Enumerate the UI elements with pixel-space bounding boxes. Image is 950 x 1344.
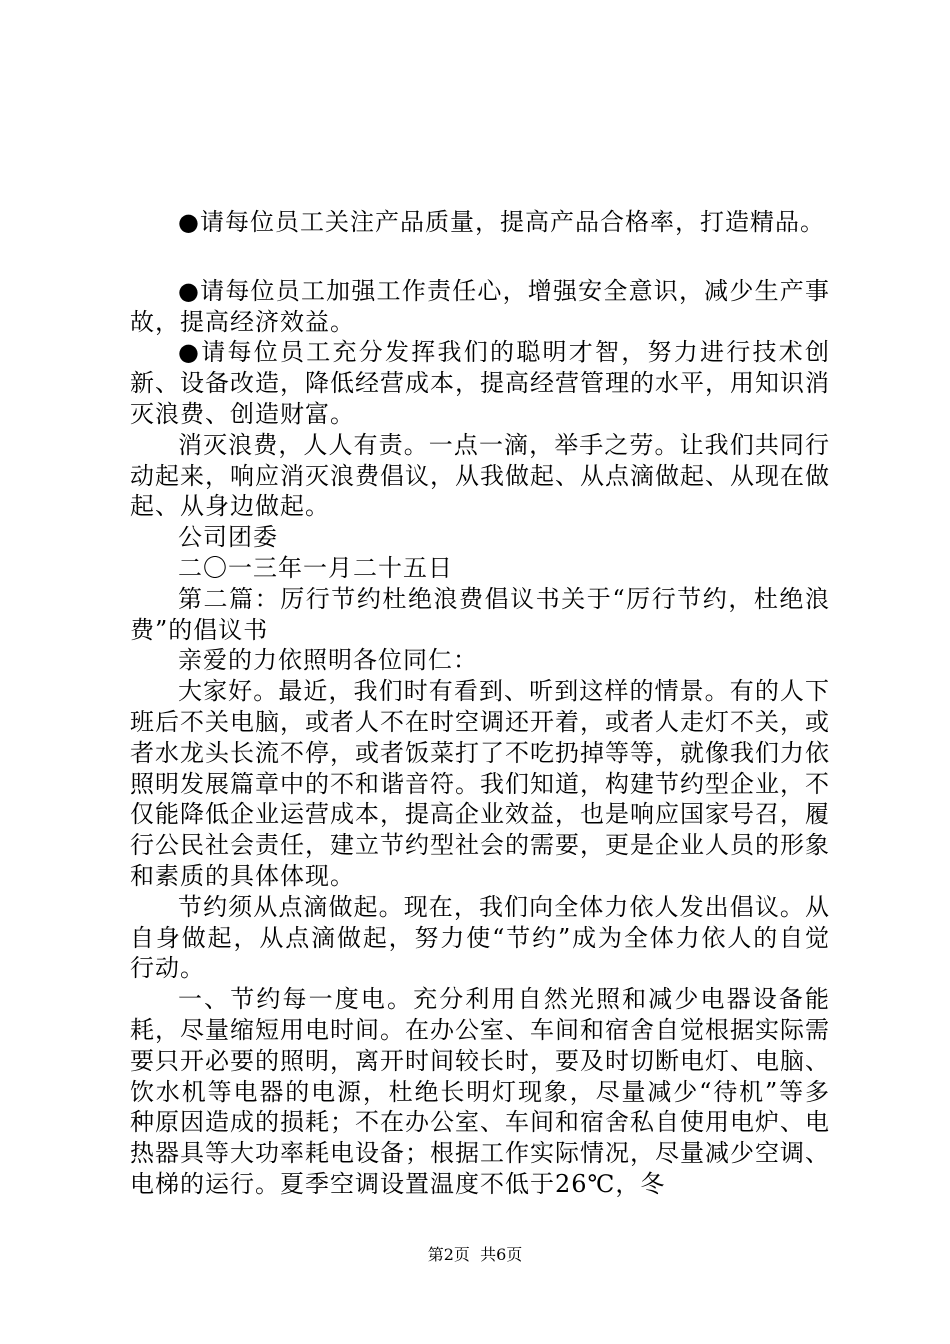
paragraph-innovation: ●请每位员工充分发挥我们的聪明才智，努力进行技术创新、设备改造，降低经营成本，提高经营管理的水平，用知识消灭浪费、创造财富。	[130, 338, 830, 428]
signature-date: 二〇一三年一月二十五日	[178, 553, 453, 582]
section-heading: 第二篇：厉行节约杜绝浪费倡议书关于“厉行节约，杜绝浪费”的倡议书	[130, 584, 830, 644]
page-footer	[0, 1242, 950, 1265]
signature-organization: 公司团委	[178, 523, 278, 552]
document-body	[130, 207, 830, 1200]
paragraph-proposal: 节约须从点滴做起。现在，我们向全体力依人发出倡议。从自身做起，从点滴做起，努力使“节约”成为全体力依人的自觉行动。	[130, 892, 830, 983]
paragraph-save-electricity: 一、节约每一度电。充分利用自然光照和减少电器设备能耗，尽量缩短用电时间。在办公室、车间和宿舍自觉根据实际需要只开必要的照明，离开时间较长时，要及时切断电灯、电脑、饮水机等电器的电源，杜绝长明灯现象，尽量减少“待机”等多种原因造成的损耗；不在办公室、车间和宿舍私自使用电炉、电热器具等大功率耗电设备；根据工作实际情况，尽量减少空调、电梯的运行。夏季空调设置温度不低于26℃，冬	[130, 985, 830, 1198]
paragraph-call-to-action: 消灭浪费，人人有责。一点一滴，举手之劳。让我们共同行动起来，响应消灭浪费倡议，从我做起、从点滴做起、从现在做起、从身边做起。	[130, 430, 830, 521]
salutation: 亲爱的力依照明各位同仁：	[178, 646, 478, 675]
paragraph-safety: ●请每位员工加强工作责任心，增强安全意识，减少生产事故，提高经济效益。	[130, 276, 830, 336]
page-total: 共6页	[480, 1245, 523, 1264]
paragraph-intro: 大家好。最近，我们时有看到、听到这样的情景。有的人下班后不关电脑，或者人不在时空调还开着，或者人走灯不关，或者水龙头长流不停，或者饭菜打了不吃扔掉等等，就像我们力依照明发展篇章中的不和谐音符。我们知道，构建节约型企业，不仅能降低企业运营成本，提高企业效益，也是响应国家号召，履行公民社会责任，建立节约型社会的需要，更是企业人员的形象和素质的具体体现。	[130, 677, 830, 890]
page-number: 第2页	[427, 1245, 470, 1264]
paragraph-quality: ●请每位员工关注产品质量，提高产品合格率，打造精品。	[178, 208, 825, 236]
